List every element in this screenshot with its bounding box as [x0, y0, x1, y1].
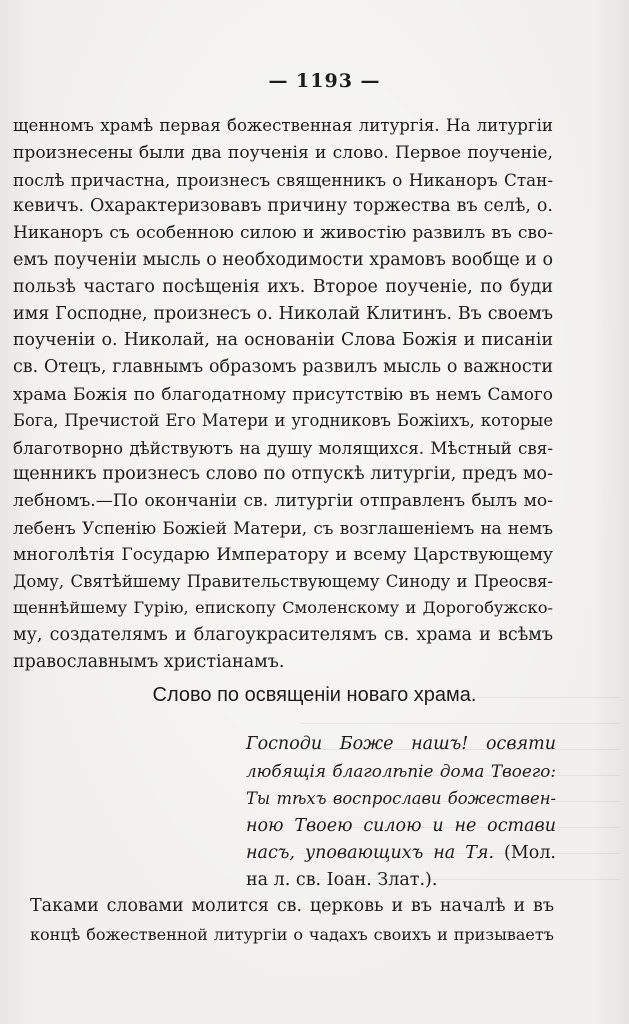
- epigraph-reference-continued: на л. св. Іоан. Злат.).: [246, 869, 438, 890]
- text-line: храма Божія по благодатному присутствію въ немъ Самого: [13, 383, 553, 404]
- epigraph-reference: (Мол.: [504, 842, 556, 863]
- text-line: св. Отецъ, главнымъ образомъ развилъ мысль о важности: [13, 357, 553, 378]
- section-heading: Слово по освященіи новаго храма.: [152, 684, 477, 706]
- text-line: Бога, Пречистой Его Матери и угодниковъ Божіихъ, которые: [13, 410, 553, 430]
- text-line: многолѣтія Государю Императору и всему Царствующему: [13, 544, 553, 565]
- text-line: емъ поученіи мысль о необходимости храмовъ вообще и о: [13, 249, 553, 270]
- text-line: Никаноръ съ особенною силою и живостію развилъ въ сво-: [13, 223, 553, 244]
- paragraph-2: [30, 893, 554, 948]
- text-line: лебномъ.—По окончаніи св. литургіи отправленъ былъ мо-: [13, 491, 553, 512]
- text-line: пользѣ частаго посѣщенія ихъ. Второе поученіе, по буди: [13, 276, 553, 297]
- paragraph-1: [13, 113, 553, 676]
- text-line: поученіи о. Николай, на основаніи Слова Божія и писаніи: [13, 330, 553, 351]
- epigraph-line: Ты тѣхъ воспрослави божествен-: [246, 789, 556, 809]
- text-line: щенникъ произнесъ слово по отпускѣ литургіи, предъ мо-: [13, 464, 553, 485]
- text-line: Таками словами молится св. церковь и въ началѣ и въ: [30, 896, 554, 916]
- epigraph-line-with-ref: [246, 840, 556, 867]
- text-line: произнесены были два поученія и слово. Первое поученіе,: [13, 142, 553, 163]
- epigraph: [246, 731, 556, 894]
- epigraph-line: насъ, уповающихъ на Тя.: [246, 842, 495, 863]
- text-line: щенномъ храмѣ первая божественная литургія. На литургіи: [13, 116, 553, 135]
- text-line: щеннѣйшему Гурію, епископу Смоленскому и Дорогобужско-: [13, 598, 553, 618]
- text-line: концѣ божественной литургіи о чадахъ своихъ и призываетъ: [30, 924, 554, 944]
- text-line: лебенъ Успенію Божіей Матери, съ возглашеніемъ на немъ: [13, 517, 553, 538]
- text-line: Дому, Святѣйшему Правительствующему Синоду и Преосвя-: [13, 571, 553, 591]
- text-line: имя Господне, произнесъ о. Николай Клитинъ. Въ своемъ: [13, 303, 553, 324]
- text-line: кевичъ. Охарактеризовавъ причину торжества въ селѣ, о.: [13, 196, 553, 217]
- epigraph-line: ною Твоею силою и не остави: [246, 815, 556, 836]
- text-line: благотворно дѣйствуютъ на душу молящихся. Мѣстный свя-: [13, 437, 553, 458]
- epigraph-line: любящія благолѣпіе дома Твоего:: [246, 761, 556, 782]
- text-line: му, создателямъ и благоукрасителямъ св. храма и всѣмъ: [13, 625, 553, 646]
- text-line: православнымъ христіанамъ.: [13, 651, 285, 672]
- text-line: послѣ причастна, произнесъ священникъ о Никаноръ Стан-: [13, 169, 553, 190]
- page-number: — 1193 —: [268, 70, 381, 92]
- epigraph-line: Господи Боже нашъ! освяти: [246, 734, 556, 754]
